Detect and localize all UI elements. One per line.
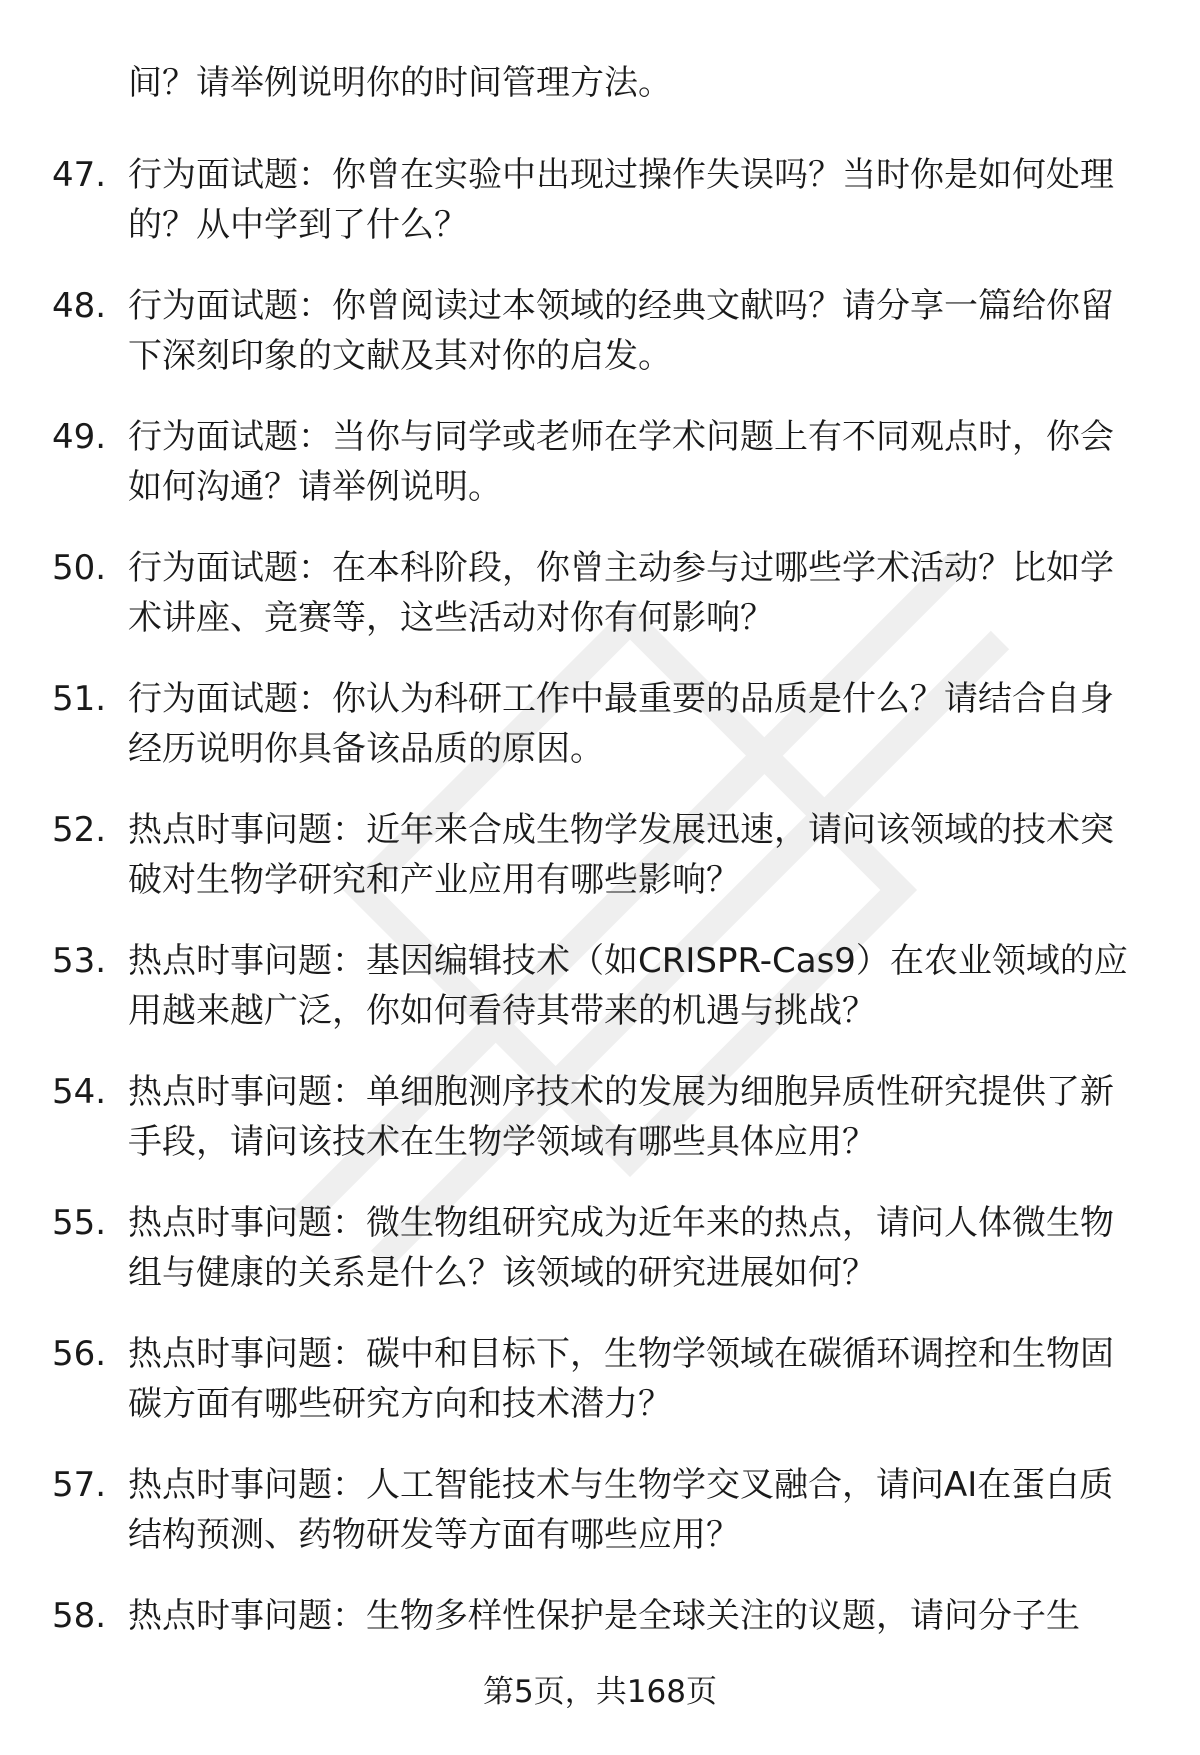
question-text: 行为面试题：你认为科研工作中最重要的品质是什么？请结合自身经历说明你具备该品质的原因。 <box>128 679 1114 769</box>
question-text: 热点时事问题：单细胞测序技术的发展为细胞异质性研究提供了新手段，请问该技术在生物学领域有哪些具体应用？ <box>128 1072 1114 1162</box>
question-number: 53. <box>52 941 107 981</box>
list-item <box>0 281 1200 412</box>
question-text: 热点时事问题：生物多样性保护是全球关注的议题，请问分子生 <box>128 1596 1080 1636</box>
question-number: 52. <box>52 810 107 850</box>
list-item <box>0 150 1200 281</box>
list-item <box>0 1460 1200 1591</box>
question-number: 49. <box>52 417 107 457</box>
question-list <box>0 150 1200 1722</box>
question-text: 行为面试题：你曾在实验中出现过操作失误吗？当时你是如何处理的？从中学到了什么？ <box>128 155 1114 245</box>
question-number: 54. <box>52 1072 107 1112</box>
question-text: 行为面试题：你曾阅读过本领域的经典文献吗？请分享一篇给你留下深刻印象的文献及其对你的启发。 <box>128 286 1114 376</box>
question-number: 58. <box>52 1596 107 1636</box>
list-item <box>0 412 1200 543</box>
continuation-text: 间？请举例说明你的时间管理方法。 <box>128 63 672 103</box>
question-text: 行为面试题：当你与同学或老师在学术问题上有不同观点时，你会如何沟通？请举例说明。 <box>128 417 1114 507</box>
question-text: 热点时事问题：近年来合成生物学发展迅速，请问该领域的技术突破对生物学研究和产业应用有哪些影响？ <box>128 810 1114 900</box>
question-text: 热点时事问题：微生物组研究成为近年来的热点，请问人体微生物组与健康的关系是什么？该领域的研究进展如何？ <box>128 1203 1114 1293</box>
list-item <box>0 1198 1200 1329</box>
question-number: 55. <box>52 1203 107 1243</box>
question-number: 57. <box>52 1465 107 1505</box>
question-text: 热点时事问题：人工智能技术与生物学交叉融合，请问AI在蛋白质结构预测、药物研发等方面有哪些应用？ <box>128 1465 1114 1555</box>
list-item <box>0 543 1200 674</box>
list-item <box>0 1329 1200 1460</box>
list-item <box>0 1067 1200 1198</box>
question-text: 热点时事问题：碳中和目标下，生物学领域在碳循环调控和生物固碳方面有哪些研究方向和技术潜力？ <box>128 1334 1114 1424</box>
list-item <box>0 936 1200 1067</box>
question-text: 热点时事问题：基因编辑技术（如CRISPR-Cas9）在农业领域的应用越来越广泛，你如何看待其带来的机遇与挑战？ <box>128 941 1128 1031</box>
list-item <box>0 805 1200 936</box>
question-number: 48. <box>52 286 107 326</box>
question-text: 行为面试题：在本科阶段，你曾主动参与过哪些学术活动？比如学术讲座、竞赛等，这些活动对你有何影响？ <box>128 548 1114 638</box>
page-footer <box>0 1670 1200 1714</box>
question-number: 51. <box>52 679 107 719</box>
page-number-label: 第5页，共168页 <box>483 1674 717 1710</box>
question-number: 50. <box>52 548 107 588</box>
list-item <box>0 674 1200 805</box>
question-number: 56. <box>52 1334 107 1374</box>
question-number: 47. <box>52 155 107 195</box>
